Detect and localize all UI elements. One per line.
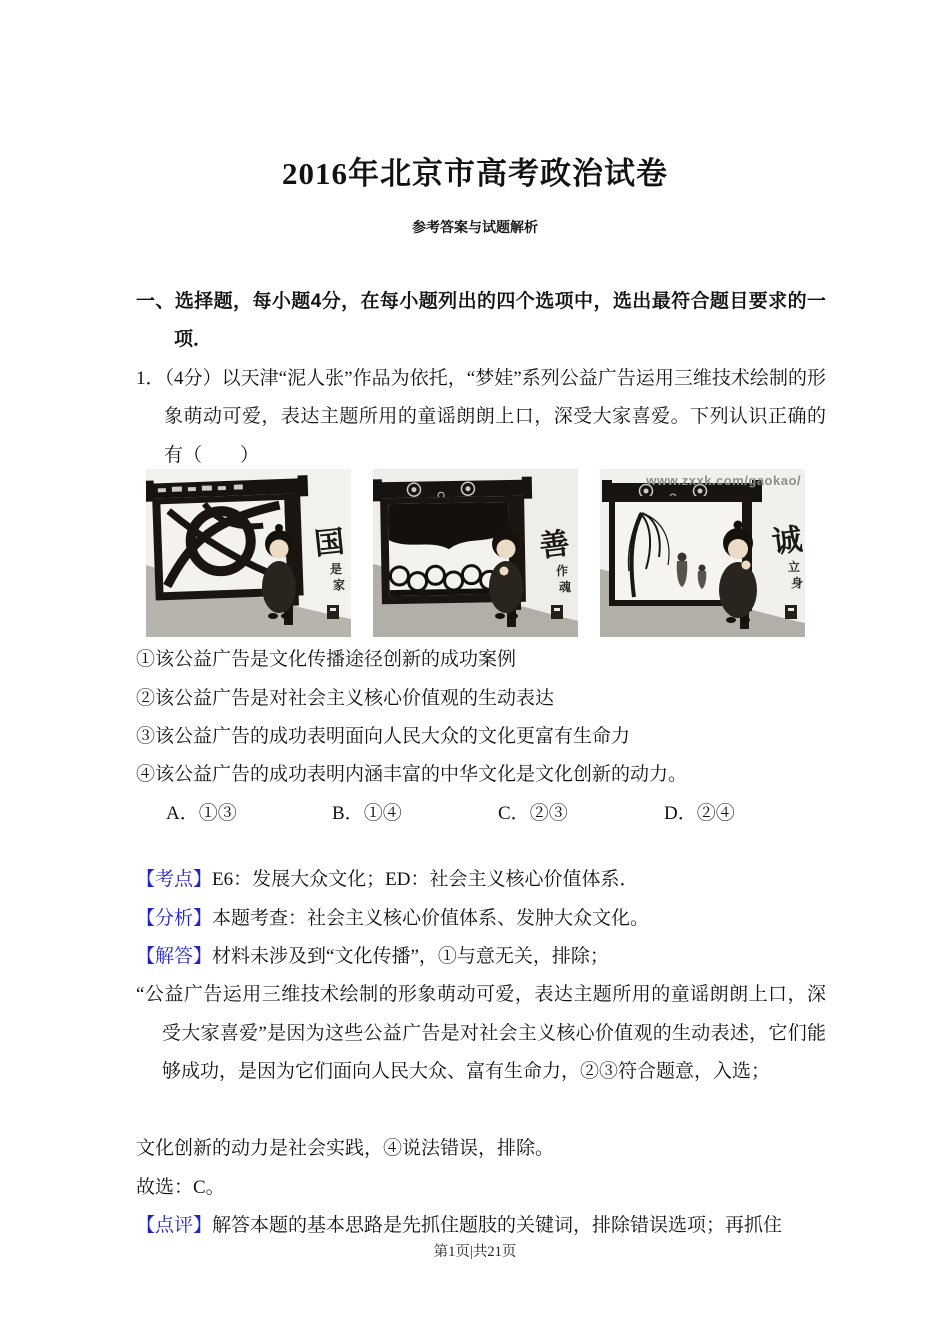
option-c-value: ②③: [529, 802, 568, 824]
calligraphy-sub-top: 作: [556, 564, 569, 579]
option-b-value: ①④: [363, 802, 402, 824]
jieda-text: 材料未涉及到“文化传播”，①与意无关，排除；: [212, 946, 609, 968]
watermark: www.zxxk.com/gaokao/: [646, 473, 801, 489]
calligraphy-main: 诚: [770, 523, 805, 560]
calligraphy-sub-top: 是: [330, 562, 343, 577]
fenxi-label: 【分析】: [136, 907, 213, 929]
calligraphy-main: 善: [537, 527, 572, 564]
jieda-label: 【解答】: [136, 946, 213, 968]
option-a-label: A．: [166, 802, 199, 824]
option-row: [136, 795, 826, 833]
jieda-paragraph-3: 文化创新的动力是社会实践，④说法错误，排除。: [136, 1138, 555, 1160]
option-a: [166, 795, 332, 833]
mengwa-girl: [262, 524, 296, 619]
fenxi-line: [136, 900, 826, 938]
option-d-value: ②④: [696, 802, 735, 824]
calligraphy-main: 国: [312, 525, 347, 562]
statement-list: [136, 641, 826, 795]
mengwa-girl: [489, 524, 523, 619]
analysis-block: [136, 861, 826, 1245]
statement-4: ④该公益广告的成功表明内涵丰富的中华文化是文化创新的动力。: [136, 764, 688, 786]
option-c-label: C．: [498, 802, 530, 824]
option-b-label: B．: [332, 802, 364, 824]
calligraphy-sub-bottom: 家: [333, 578, 346, 593]
statement-1: ①该公益广告是文化传播途径创新的成功案例: [136, 649, 517, 671]
figure-mengwa-guo: [146, 469, 351, 637]
option-b: [332, 795, 498, 833]
dianping-text: 解答本题的基本思路是先抓住题肢的关键词，排除错误选项；再抓住: [212, 1215, 783, 1237]
page-content: [136, 283, 826, 1246]
section-one-heading: 一、选择题，每小题4分，在每小题列出的四个选项中，选出最符合题目要求的一项．: [136, 291, 826, 351]
option-d-label: D．: [664, 802, 697, 824]
question-1-figures: [146, 469, 805, 637]
calligraphy-sub-top: 立: [788, 560, 801, 575]
statement-2: ②该公益广告是对社会主义核心价值观的生动表达: [136, 687, 555, 709]
kaodian-text: E6：发展大众文化；ED：社会主义核心价值体系．: [212, 869, 639, 891]
jieda-paragraph-2: “公益广告运用三维技术绘制的形象萌动可爱，表达主题所用的童谣朗朗上口，深受大家喜爱”是因为这些公益广告是对社会主义核心价值观的生动表述，它们能够成功，是因为它们面向人民大众、富有生命力，②③符合题意，入选；: [136, 984, 826, 1083]
jieda-line: [136, 938, 826, 976]
page-footer: 第1页|共21页: [433, 1244, 517, 1260]
calligraphy-sub-bottom: 魂: [559, 580, 572, 595]
seal-icon: [785, 605, 797, 619]
dianping-label: 【点评】: [136, 1215, 213, 1237]
option-d: [664, 795, 735, 833]
seal-icon: [551, 605, 563, 619]
option-c: [498, 795, 664, 833]
jieda-answer: 故选：C。: [136, 1176, 225, 1198]
figure-mengwa-shan: [373, 469, 578, 637]
fenxi-text: 本题考查：社会主义核心价值体系、发肿大众文化。: [212, 907, 650, 929]
statement-3: ③该公益广告的成功表明面向人民大众的文化更富有生命力: [136, 726, 631, 748]
kaodian-label: 【考点】: [136, 869, 213, 891]
kaodian-line: [136, 861, 826, 899]
calligraphy-sub-bottom: 身: [791, 576, 804, 591]
page-subtitle: 参考答案与试题解析: [412, 219, 538, 235]
question-1-stem: 1．（4分）以天津“泥人张”作品为依托，“梦娃”系列公益广告运用三维技术绘制的形象萌动可爱，表达主题所用的童谣朗朗上口，深受大家喜爱。下列认识正确的有（ ）: [136, 368, 826, 466]
option-a-value: ①③: [198, 802, 237, 824]
page-title: 2016年北京市高考政治试卷: [282, 156, 668, 191]
seal-icon: [327, 605, 339, 619]
